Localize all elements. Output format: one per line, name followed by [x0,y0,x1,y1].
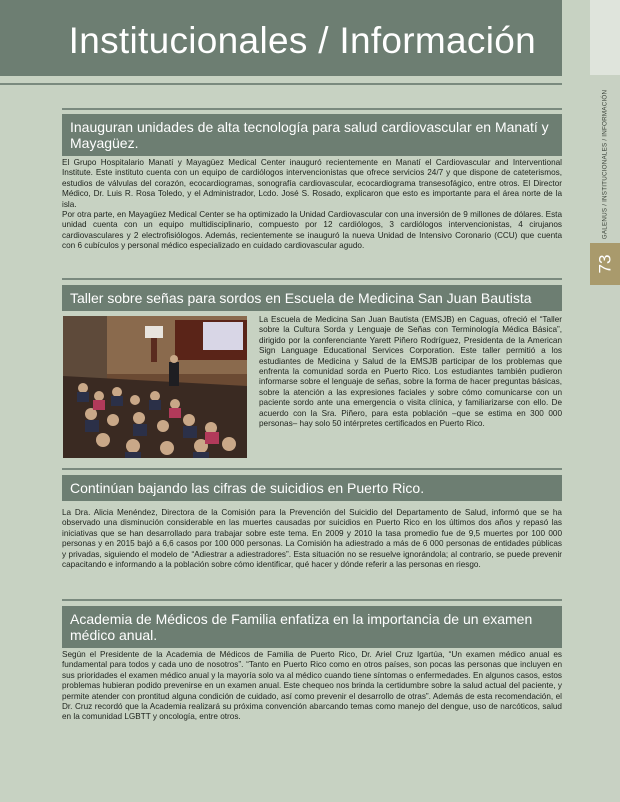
running-head-text: GALENUS / INSTITUCIONALES / INFORMACIÓN [601,89,609,239]
section-rule [62,108,562,110]
section-rule [62,468,562,470]
article-body-suicide [62,508,562,570]
paragraph: Por otra parte, en Mayagüez Medical Center se ha optimizado la Unidad Cardiovascular con una inversión de 9 millones de dólares. Esta unidad cuenta con un equipo multidisciplinario, compuesto por 12 cardiólogos, 3 cardiólogos intervencionistas, 4 cirujanos cardiovasculares y 2 electrofisiólogos. Además, recientemente se inauguró la nueva Unidad de Intensivo Coronario (CCU) que cuenta con 6 cubículos y personal médico especializado en cuidado cardiovascular agudo. [62,210,562,251]
article-title-suicide: Continúan bajando las cifras de suicidios en Puerto Rico. [62,475,562,501]
article-body-sign-language [259,315,562,429]
paragraph: La Dra. Alicia Menéndez, Directora de la Comisión para la Prevención del Suicidio del Departamento de Salud, informó que se ha observado una disminución considerable en las muertes causadas por suicidios en Puerto Rico en los últimos dos años y repasó las iniciativas que se han desarrollado para trabajar sobre este tema. En 2009 y 2010 la tasa promedio fue de 9,5 muertes por 100 000 personas y en 2015 bajó a 6,6 casos por 100 000 personas. La Comisión ha adiestrado a más de 6 000 personas de entidades públicas y privadas, siguiendo el modelo de “Adiestrar a adiestradores”. Esta situación no se resuelve ignorándola; al contrario, se puede prevenir capacitando e informando a la población sobre cómo identificar, qué hacer y dónde referir a las personas en riesgo. [62,508,562,570]
running-head [591,88,619,240]
article-title-sign-language: Taller sobre señas para sordos en Escuela de Medicina San Juan Bautista [62,285,562,311]
page-number: 73 [594,254,614,274]
article-body-cardiovascular [62,158,562,252]
page-title: Institucionales / Información [68,20,536,61]
article-body-family-medicine [62,650,562,723]
title-band [0,0,562,76]
paragraph: El Grupo Hospitalario Manatí y Mayagüez Medical Center inauguró recientemente en Manatí el Cardiovascular and Interventional Institute. Este instituto cuenta con un equipo de cardiólogos intervencionistas que ofrece servicios 24/7 y que dispone de cateterismos, estudios de válvulas del corazón, ecocardiogramas, sonografía cardiovascular, ecocardiograma transesofágico, entre otros. El Director Médico, Dr. Luis R. Rosa Toledo, y el Administrador, Lcdo. José S. Rosado, explicaron que esto es importante para el área norte de la isla. [62,158,562,209]
section-rule [62,278,562,280]
article-title-family-medicine: Academia de Médicos de Familia enfatiza en la importancia de un examen médico anual. [62,606,562,648]
page-number-tab [590,243,620,285]
paragraph: La Escuela de Medicina San Juan Bautista (EMSJB) en Caguas, ofreció el “Taller sobre la Cultura Sorda y Lenguaje de Señas con Terminología Médica Básica”, dirigido por la conferenciante Yarett Piñero Rodríguez, Presidenta de la American Sign Language Educational Services Corporation. Este taller permitió a los estudiantes de Medicina y Salud de la EMSJB participar de los problemas que enfrenta la comunidad sorda en Puerto Rico. Los estudiantes también pudieron informarse sobre el lenguaje de señas, sobre la forma de hacer preguntas básicas, sobre la atención a las expresiones faciales y sobre cómo comunicarse con un paciente sordo ante una emergencia o visita clínica, y familiarizarse con ello. De acuerdo con la Sra. Piñero, para esta población –que se estima en 300 000 personas– hay solo 50 intérpretes certificados en Puerto Rico. [259,315,562,429]
article-title-cardiovascular: Inauguran unidades de alta tecnología para salud cardiovascular en Manatí y Mayagüez. [62,114,562,156]
title-divider [0,83,562,85]
paragraph: Según el Presidente de la Academia de Médicos de Familia de Puerto Rico, Dr. Ariel Cruz Igartúa, “Un examen médico anual es fundamental para todos y cada uno de nosotros”. “Tanto en Puerto Rico como en otros países, son pocas las personas que incluyen en sus prioridades el examen médico anual y la mayoría solo va al médico cuando tiene síntomas o enfermedades. En algunos casos, estos problemas hubieran podido prevenirse en un examen anual. Este chequeo nos brinda la certidumbre sobre la salud actual del paciente, y permite atender con prontitud alguna condición de cuidado, así como prevenir el desarrollo de otras”. Además de esta recomendación, el Dr. Cruz recordó que la Academia realizará su próxima convención abarcando temas como manejo del dengue, uso de narcóticos, salud en la comunidad LGBTT y oncología, entre otros. [62,650,562,722]
section-rule [62,599,562,601]
workshop-photo [63,316,247,458]
side-strip-top [590,0,620,75]
